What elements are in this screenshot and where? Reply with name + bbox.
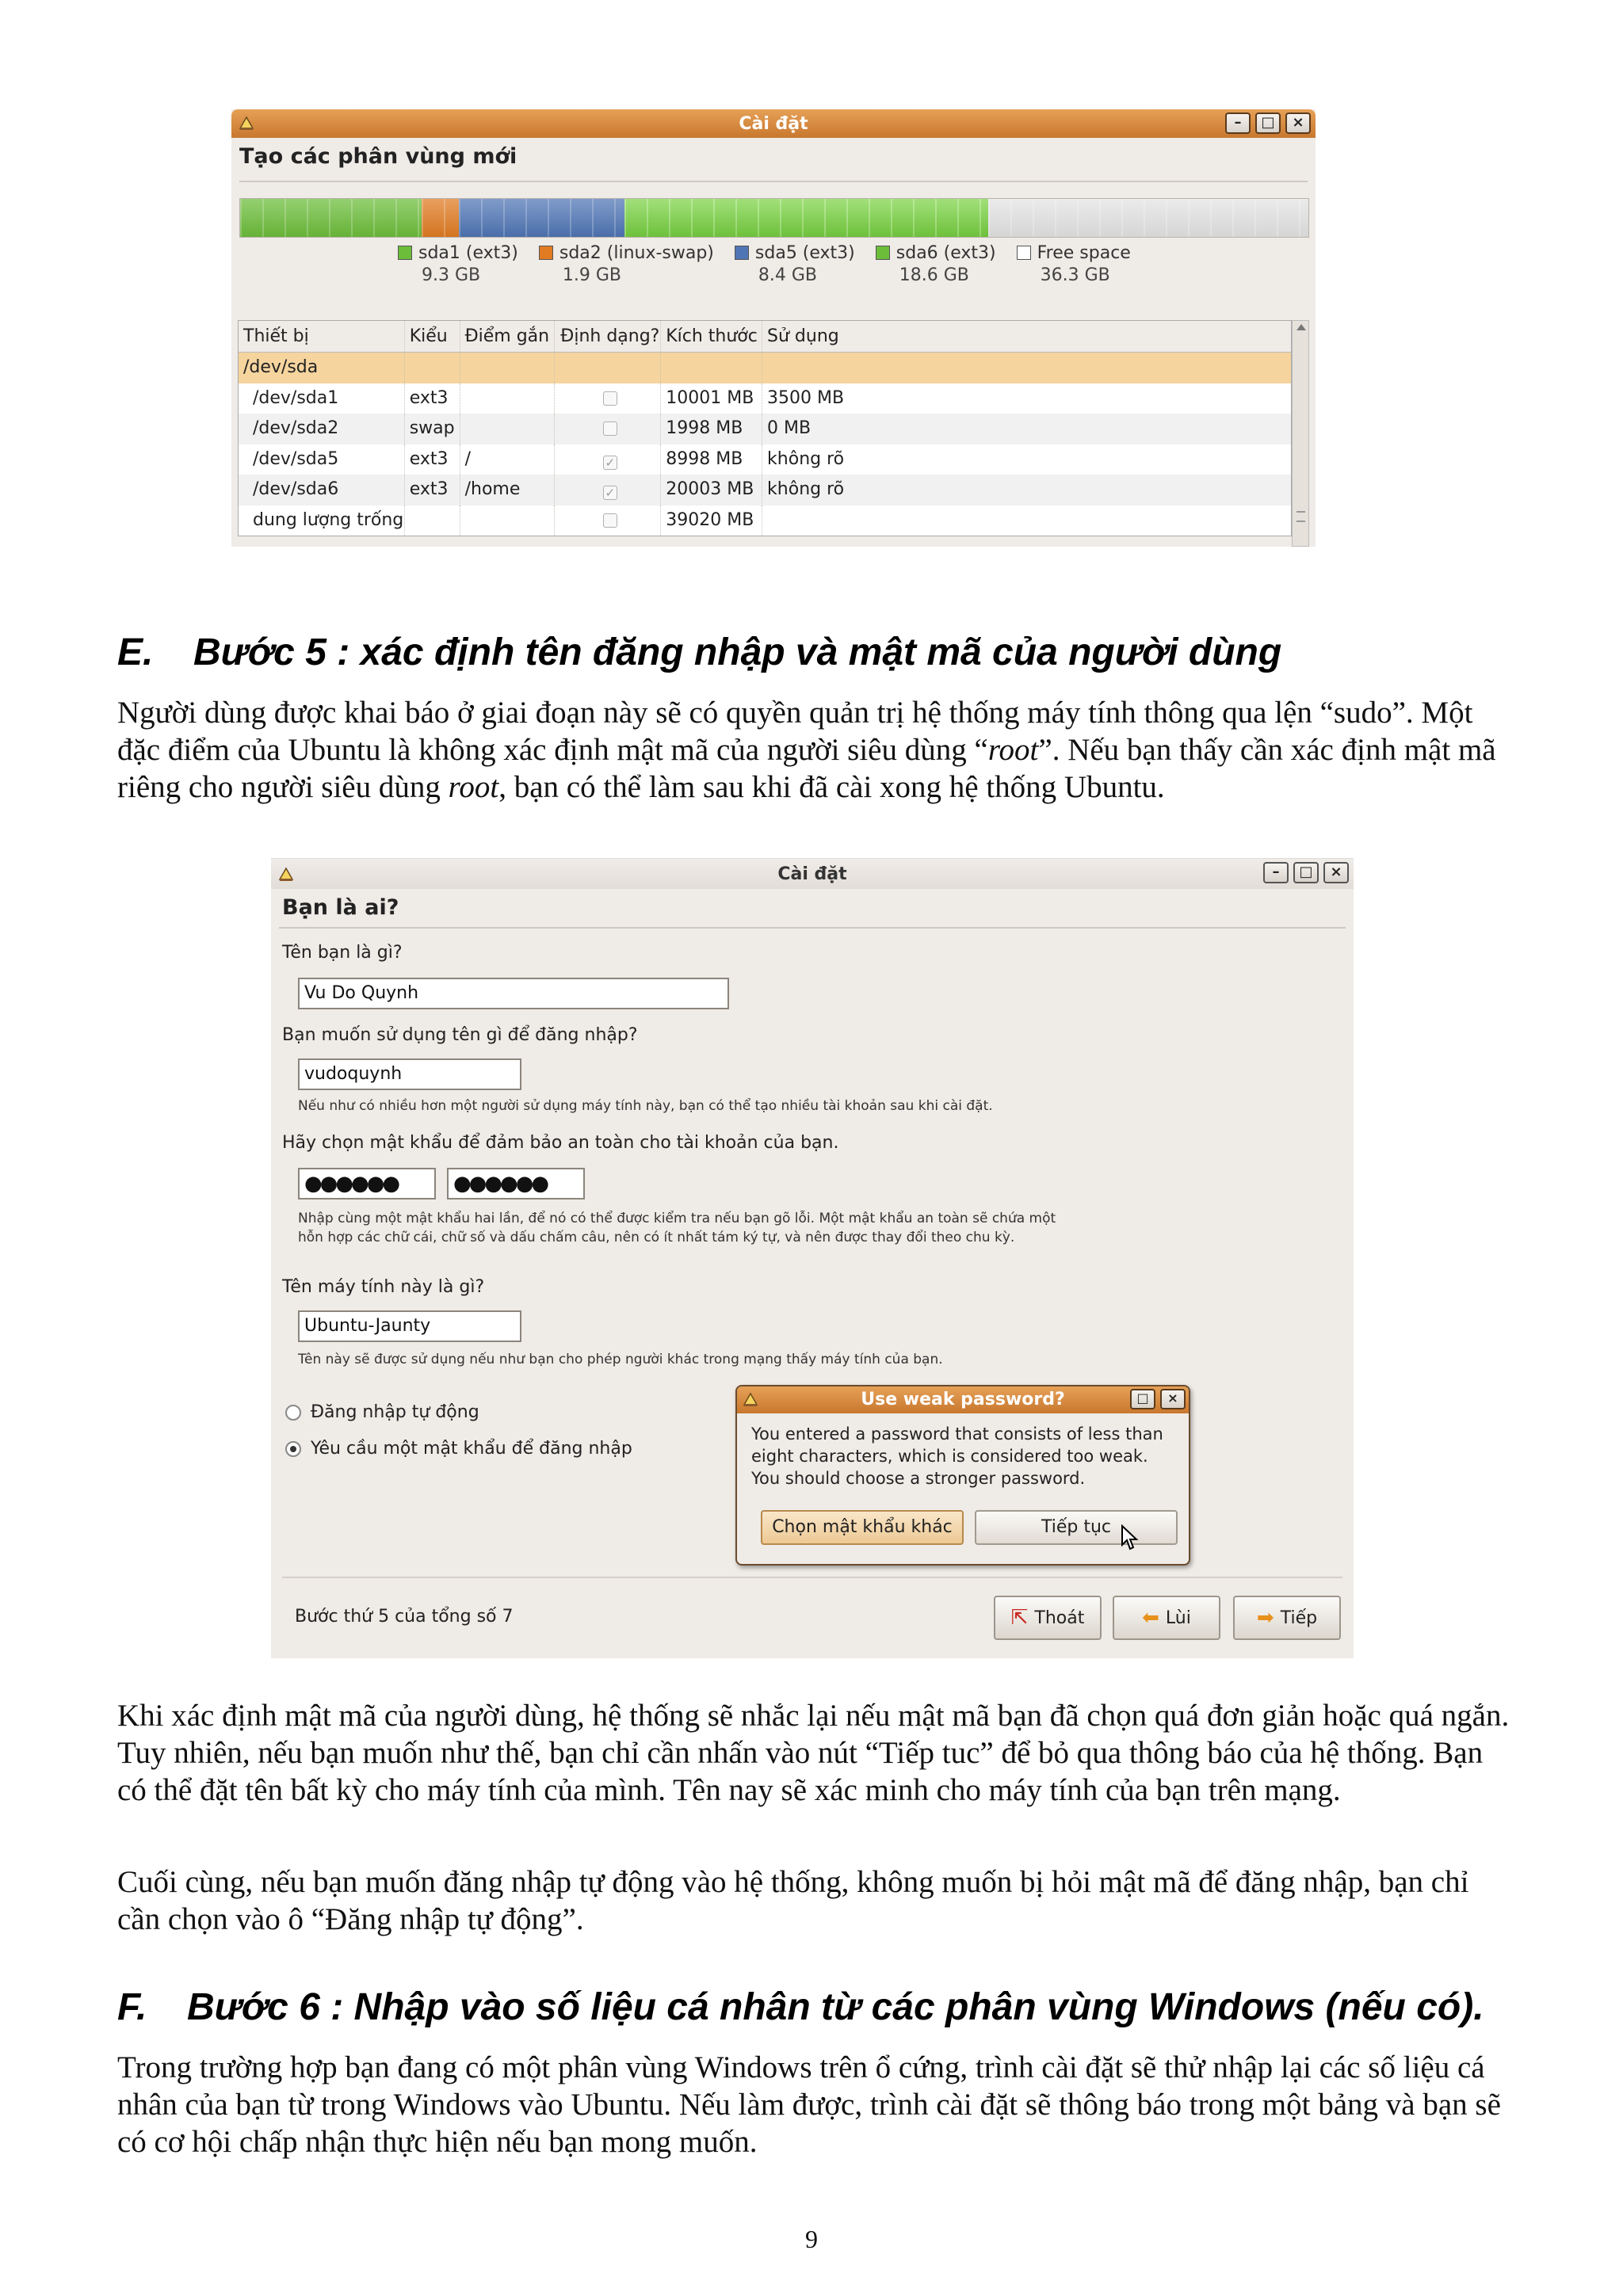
login-name-input[interactable]: vudoquynh bbox=[298, 1058, 521, 1090]
forward-arrow-icon: ➡ bbox=[1256, 1606, 1274, 1630]
computer-name-input[interactable]: Ubuntu-Jaunty bbox=[298, 1310, 521, 1342]
partition-legend bbox=[398, 242, 1131, 287]
used-cell: 3500 MB bbox=[767, 387, 845, 408]
password-hint-line1: Nhập cùng một mật khẩu hai lần, để nó có thể được kiểm tra nếu bạn gõ lỗi. Một mật khẩu an toàn sẽ chứa một bbox=[298, 1211, 1056, 1226]
table-row[interactable] bbox=[239, 414, 1291, 444]
table-row[interactable] bbox=[239, 444, 1291, 475]
partition-segment bbox=[624, 199, 987, 237]
legend-size: 18.6 GB bbox=[899, 265, 969, 285]
partition-segment bbox=[988, 199, 1308, 237]
window-title: Cài đặt bbox=[777, 864, 847, 884]
scroll-up-icon[interactable] bbox=[1296, 324, 1306, 330]
quit-button[interactable] bbox=[994, 1596, 1102, 1640]
column-header[interactable]: Thiết bị bbox=[239, 321, 405, 352]
dialog-titlebar[interactable] bbox=[737, 1386, 1189, 1413]
device-cell: /dev/sda2 bbox=[239, 414, 405, 444]
close-icon[interactable]: × bbox=[1285, 113, 1311, 134]
text-run-italic: root bbox=[987, 733, 1039, 767]
table-header bbox=[239, 321, 1291, 353]
computer-name-label: Tên máy tính này là gì? bbox=[282, 1277, 485, 1297]
dialog-title: Use weak password? bbox=[861, 1390, 1065, 1409]
section-number: E. bbox=[117, 631, 154, 673]
divider bbox=[279, 927, 1346, 929]
device-cell: dung lượng trống bbox=[239, 505, 405, 536]
legend-label: sda5 (ext3) bbox=[754, 243, 855, 263]
legend-label: sda1 (ext3) bbox=[418, 243, 518, 263]
full-name-input[interactable]: Vu Do Quynh bbox=[298, 978, 729, 1009]
partition-bar bbox=[239, 198, 1309, 238]
radio-label: Đăng nhập tự động bbox=[311, 1402, 479, 1422]
used-cell: không rõ bbox=[767, 448, 845, 469]
paragraph: Khi xác định mật mã của người dùng, hệ thống sẽ nhắc lại nếu mật mã bạn đã chọn quá đơn giản hoặc quá ngắn. Tuy nhiên, nếu bạn muốn như thế, bạn chỉ cần nhấn vào nút “Tiếp tuc” để bỏ qua thông báo của hệ thống. Bạn có thể đặt tên bất kỳ cho máy tính của mình. Tên nay sẽ xác minh cho máy tính của bạn trên mạng. bbox=[117, 1699, 1510, 1807]
minimize-icon[interactable]: – bbox=[1263, 862, 1289, 883]
size-cell: 1998 MB bbox=[661, 414, 762, 444]
partition-segment bbox=[240, 199, 422, 237]
name-label: Tên bạn là gì? bbox=[282, 943, 403, 963]
legend-size: 36.3 GB bbox=[1040, 265, 1110, 285]
column-header[interactable]: Kiểu bbox=[405, 321, 460, 352]
page-number: 9 bbox=[805, 2225, 818, 2253]
used-cell bbox=[762, 505, 1291, 536]
mount-cell bbox=[460, 505, 556, 536]
radio-auto-login[interactable] bbox=[285, 1402, 479, 1422]
password-input[interactable]: ●●●●●● bbox=[298, 1168, 436, 1199]
column-header[interactable]: Kích thước bbox=[661, 321, 762, 352]
next-button[interactable] bbox=[1233, 1596, 1341, 1640]
size-cell: 39020 MB bbox=[661, 505, 762, 536]
button-label: Tiếp bbox=[1280, 1608, 1318, 1628]
maximize-icon[interactable]: □ bbox=[1293, 862, 1319, 883]
legend-swatch bbox=[539, 246, 553, 260]
column-header[interactable]: Điểm gắn bbox=[460, 321, 556, 352]
paragraph bbox=[117, 694, 1512, 806]
type-cell: swap bbox=[405, 414, 460, 444]
divider bbox=[239, 181, 1308, 182]
legend-swatch bbox=[398, 246, 412, 260]
format-cell bbox=[555, 383, 661, 414]
choose-other-password-button[interactable]: Chọn mật khẩu khác bbox=[761, 1510, 964, 1545]
legend-size: 1.9 GB bbox=[562, 265, 621, 285]
dialog-message: You entered a password that consists of less than eight characters, which is considered too weak. You should choose a stronger password. bbox=[751, 1425, 1163, 1488]
login-hint: Nếu như có nhiều hơn một người sử dụng máy tính này, bạn có thể tạo nhiều tài khoản sau khi cài đặt. bbox=[298, 1098, 993, 1114]
table-row[interactable] bbox=[239, 383, 1291, 414]
column-header[interactable]: Định dạng? bbox=[555, 321, 661, 352]
close-icon[interactable]: × bbox=[1323, 862, 1349, 883]
table-row[interactable] bbox=[239, 475, 1291, 505]
minimize-icon[interactable]: – bbox=[1225, 113, 1251, 134]
user-setup-window bbox=[271, 858, 1354, 1658]
type-cell: ext3 bbox=[405, 383, 460, 414]
radio-icon bbox=[285, 1405, 301, 1421]
device-cell: /dev/sda6 bbox=[239, 475, 405, 505]
button-label: Thoát bbox=[1034, 1608, 1085, 1628]
mount-cell bbox=[460, 414, 556, 444]
legend-size: 9.3 GB bbox=[422, 265, 481, 285]
text-run: ”. Nếu bạn thấy cần xác định mật mã riêng cho người siêu dùng bbox=[117, 733, 1496, 804]
maximize-icon[interactable]: □ bbox=[1130, 1389, 1155, 1409]
radio-label: Yêu cầu một mật khẩu để đăng nhập bbox=[311, 1439, 632, 1459]
format-cell bbox=[555, 444, 661, 475]
mount-cell: /home bbox=[460, 475, 556, 505]
used-cell: 0 MB bbox=[767, 418, 812, 438]
text-run: Người dùng được khai báo ở giai đoạn này sẽ có quyền quản trị hệ thống máy tính thông qua lện “sudo”. Một đặc điểm của Ubuntu là không xác định mật mã của người siêu dùng “ bbox=[117, 696, 1473, 767]
legend-item bbox=[1017, 242, 1131, 287]
login-label: Bạn muốn sử dụng tên gì để đăng nhập? bbox=[282, 1025, 638, 1045]
mount-cell bbox=[460, 383, 556, 414]
legend-item bbox=[539, 242, 714, 287]
partition-window bbox=[231, 109, 1316, 547]
legend-item bbox=[876, 242, 996, 287]
device-cell: /dev/sda bbox=[239, 353, 405, 383]
close-icon[interactable]: × bbox=[1160, 1389, 1186, 1409]
scroll-grip-icon[interactable] bbox=[1296, 511, 1305, 522]
section-number: F. bbox=[117, 1986, 147, 2028]
back-arrow-icon: ⬅ bbox=[1142, 1606, 1159, 1630]
table-row-disk[interactable] bbox=[239, 353, 1291, 383]
format-cell bbox=[555, 414, 661, 444]
paragraph: Cuối cùng, nếu bạn muốn đăng nhập tự động vào hệ thống, không muốn bị hỏi mật mã để đăng nhập, bạn chỉ cần chọn vào ô “Đăng nhập tự động”. bbox=[117, 1865, 1469, 1936]
legend-label: sda6 (ext3) bbox=[896, 243, 996, 263]
button-label: Lùi bbox=[1165, 1608, 1191, 1628]
legend-swatch bbox=[1017, 246, 1031, 260]
type-cell: ext3 bbox=[405, 475, 460, 505]
mouse-cursor-icon bbox=[1121, 1524, 1140, 1551]
password-label: Hãy chọn mật khẩu để đảm bảo an toàn cho tài khoản của bạn. bbox=[282, 1133, 839, 1153]
section-title: Bước 5 : xác định tên đăng nhập và mật mã của người dùng bbox=[193, 631, 1282, 673]
table-scrollbar[interactable] bbox=[1292, 320, 1309, 547]
size-cell: 10001 MB bbox=[661, 383, 762, 414]
legend-item bbox=[398, 242, 518, 287]
checkbox-icon[interactable] bbox=[603, 513, 617, 528]
checkbox-icon[interactable] bbox=[603, 391, 617, 406]
divider bbox=[282, 1577, 1342, 1578]
maximize-icon[interactable]: □ bbox=[1255, 113, 1281, 134]
password-hint-line2: hỗn hợp các chữ cái, chữ số và dấu chấm câu, nên có ít nhất tám ký tự, và nên được thay đổi theo chu kỳ. bbox=[298, 1230, 1015, 1245]
paragraph: Trong trường hợp bạn đang có một phân vùng Windows trên ổ cứng, trình cài đặt sẽ thử nhập lại các số liệu cá nhân của bạn từ trong Windows vào Ubuntu. Nếu làm được, trình cài đặt sẽ thông báo trong một bảng và bạn sẽ có cơ hội chấp nhận thực hiện nếu bạn mong muốn. bbox=[117, 2050, 1501, 2159]
radio-require-password[interactable] bbox=[285, 1439, 632, 1459]
page-title: Tạo các phân vùng mới bbox=[239, 144, 517, 169]
text-run-italic: root bbox=[448, 770, 499, 804]
legend-size: 8.4 GB bbox=[758, 265, 818, 285]
legend-item bbox=[735, 242, 855, 287]
partition-segment bbox=[459, 199, 624, 237]
computer-name-hint: Tên này sẽ được sử dụng nếu như bạn cho phép người khác trong mạng thấy máy tính của bạn. bbox=[298, 1352, 943, 1367]
password-confirm-input[interactable]: ●●●●●● bbox=[447, 1168, 585, 1199]
partition-segment bbox=[422, 199, 459, 237]
type-cell: ext3 bbox=[405, 444, 460, 475]
continue-button[interactable]: Tiếp tục bbox=[975, 1510, 1178, 1545]
text-run: , bạn có thể làm sau khi đã cài xong hệ thống Ubuntu. bbox=[498, 770, 1165, 804]
format-cell bbox=[555, 475, 661, 505]
size-cell: 8998 MB bbox=[661, 444, 762, 475]
legend-label: Free space bbox=[1037, 243, 1131, 263]
step-indicator: Bước thứ 5 của tổng số 7 bbox=[295, 1607, 514, 1627]
column-header[interactable]: Sử dụng bbox=[767, 326, 839, 346]
back-button[interactable] bbox=[1113, 1596, 1220, 1640]
format-cell bbox=[555, 505, 661, 536]
checkbox-checked-icon[interactable]: ✓ bbox=[603, 486, 617, 500]
checkbox-checked-icon[interactable]: ✓ bbox=[603, 456, 617, 470]
table-row[interactable] bbox=[239, 505, 1291, 536]
legend-swatch bbox=[876, 246, 890, 260]
device-cell: /dev/sda1 bbox=[239, 383, 405, 414]
checkbox-icon[interactable] bbox=[603, 421, 617, 436]
size-cell: 20003 MB bbox=[661, 475, 762, 505]
radio-selected-icon bbox=[285, 1441, 301, 1457]
partition-table bbox=[238, 320, 1292, 536]
type-cell bbox=[405, 505, 460, 536]
section-heading-e bbox=[117, 631, 1281, 674]
window-titlebar[interactable] bbox=[231, 109, 1316, 138]
page-title: Bạn là ai? bbox=[282, 895, 399, 920]
legend-label: sda2 (linux-swap) bbox=[559, 243, 714, 263]
quit-icon: ⇱ bbox=[1010, 1606, 1029, 1630]
mount-cell: / bbox=[460, 444, 556, 475]
section-heading-f bbox=[117, 1985, 1484, 2029]
window-title: Cài đặt bbox=[739, 114, 808, 134]
window-titlebar[interactable] bbox=[271, 859, 1354, 889]
device-cell: /dev/sda5 bbox=[239, 444, 405, 475]
used-cell: không rõ bbox=[767, 479, 845, 499]
legend-swatch bbox=[735, 246, 749, 260]
section-title: Bước 6 : Nhập vào số liệu cá nhân từ các phân vùng Windows (nếu có). bbox=[187, 1986, 1484, 2028]
